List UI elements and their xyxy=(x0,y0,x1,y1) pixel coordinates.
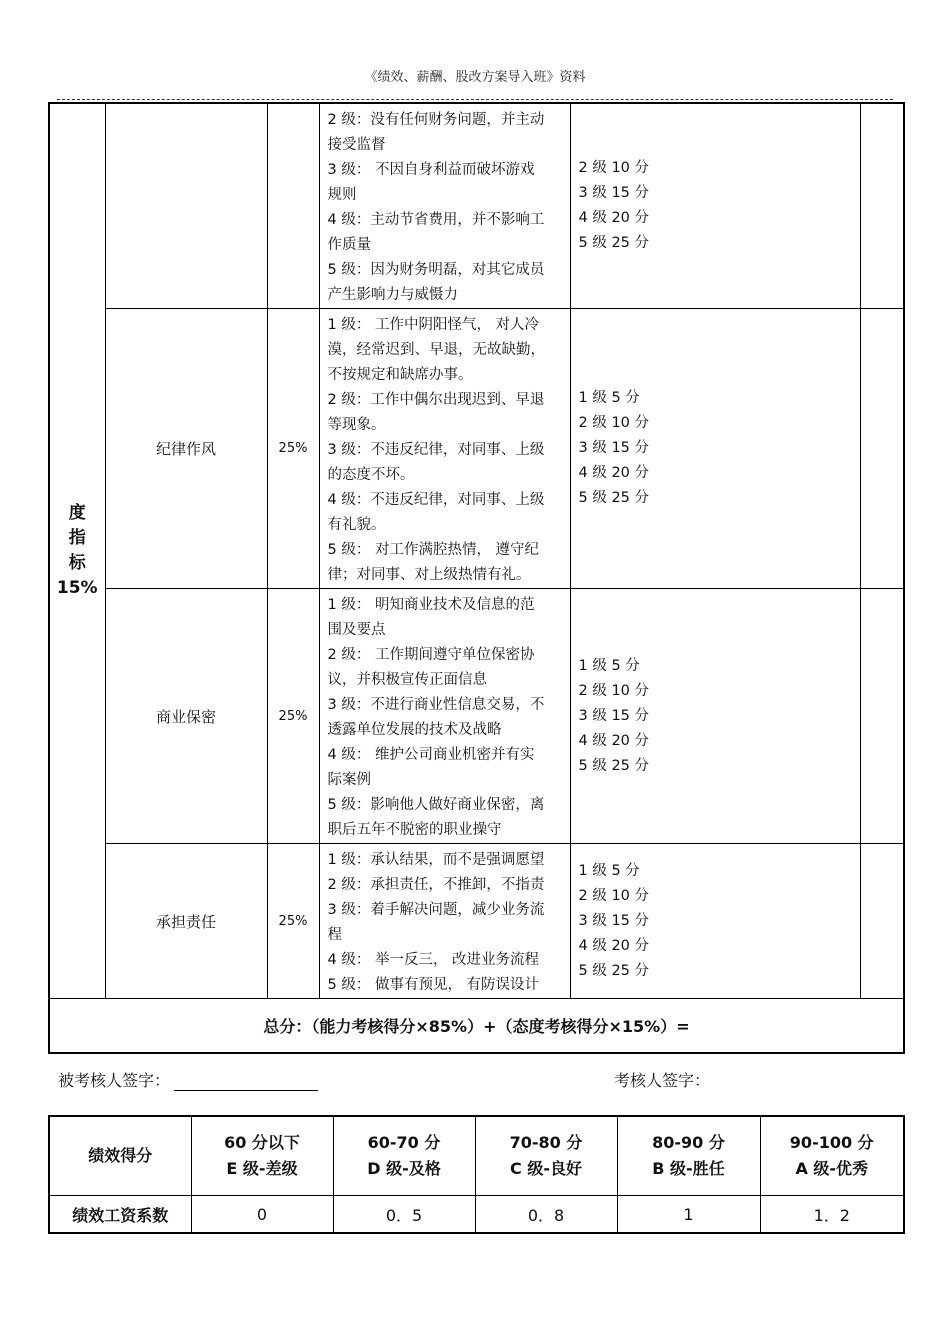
category-line: 指 xyxy=(68,528,86,548)
item-weight: 25% xyxy=(267,309,319,589)
standard-line: 2 级：工作中偶尔出现迟到、早退 xyxy=(327,392,545,408)
category-line: 标 xyxy=(68,553,86,573)
score-line: 2 级 10 分 xyxy=(578,415,650,431)
category-cell xyxy=(49,103,105,999)
assessee-signature xyxy=(58,1068,318,1091)
scores-cell xyxy=(570,103,860,309)
table-row xyxy=(49,103,904,309)
category-line: 度 xyxy=(68,503,86,523)
grade-coefficient-table xyxy=(48,1115,905,1234)
grade-range-cell xyxy=(617,1116,760,1196)
total-row xyxy=(49,999,904,1054)
standard-line: 程 xyxy=(327,927,342,943)
standards-cell xyxy=(319,589,570,844)
standard-line: 漠，经常迟到、早退，无故缺勤， xyxy=(327,342,545,358)
scores-cell xyxy=(570,844,860,999)
grade-level: B 级-胜任 xyxy=(652,1159,725,1178)
standard-line: 3 级：不违反纪律，对同事、上级 xyxy=(327,442,545,458)
score-line: 3 级 15 分 xyxy=(578,912,650,929)
standard-line: 3 级：不进行商业性信息交易，不 xyxy=(327,697,545,713)
coefficient-label: 绩效工资系数 xyxy=(49,1196,191,1234)
grade-range: 60-70 分 xyxy=(367,1133,441,1152)
score-line: 3 级 15 分 xyxy=(578,185,650,201)
coefficient-value: 0．5 xyxy=(333,1196,475,1234)
standard-line: 5 级：因为财务明磊，对其它成员 xyxy=(327,262,545,278)
grade-header-row xyxy=(49,1116,904,1196)
grade-range: 60 分以下 xyxy=(224,1133,300,1152)
item-weight xyxy=(267,103,319,309)
score-line: 2 级 10 分 xyxy=(578,682,650,699)
table-row xyxy=(49,589,904,844)
item-name xyxy=(105,103,267,309)
standard-line: 5 级：影响他人做好商业保密，离 xyxy=(327,797,545,813)
standard-line: 律；对同事、对上级热情有礼。 xyxy=(327,567,531,583)
assessee-signature-label: 被考核人签字： xyxy=(58,1071,171,1090)
table-row xyxy=(49,844,904,999)
grade-level: D 级-及格 xyxy=(367,1159,441,1178)
coefficient-row xyxy=(49,1196,904,1234)
standards-cell xyxy=(319,103,570,309)
grade-range-cell xyxy=(475,1116,617,1196)
score-line: 3 级 15 分 xyxy=(578,707,650,724)
standard-line: 1 级： 明知商业技术及信息的范 xyxy=(327,597,535,613)
standard-line: 的态度不坏。 xyxy=(327,467,415,483)
standard-line: 规则 xyxy=(327,187,357,203)
grade-range: 90-100 分 xyxy=(789,1133,874,1152)
standard-line: 围及要点 xyxy=(327,622,386,638)
score-line: 2 级 10 分 xyxy=(578,887,650,904)
score-line: 4 级 20 分 xyxy=(578,465,650,481)
scores-cell xyxy=(570,589,860,844)
standard-line: 4 级：不违反纪律，对同事、上级 xyxy=(327,492,545,508)
score-line: 5 级 25 分 xyxy=(578,235,650,251)
score-line: 5 级 25 分 xyxy=(578,962,650,979)
standard-line: 不按规定和缺席办事。 xyxy=(327,367,473,383)
assessor-signature-label: 考核人签字： xyxy=(614,1071,711,1090)
coefficient-value: 1 xyxy=(617,1196,760,1234)
standard-line: 有礼貌。 xyxy=(327,517,386,533)
score-line: 1 级 5 分 xyxy=(578,657,640,674)
assessee-signature-line[interactable] xyxy=(174,1072,318,1091)
standard-line: 3 级：着手解决问题，减少业务流 xyxy=(327,902,545,918)
standards-cell xyxy=(319,309,570,589)
empty-cell xyxy=(860,103,904,309)
empty-cell xyxy=(860,844,904,999)
standard-line: 2 级： 工作期间遵守单位保密协 xyxy=(327,647,535,663)
grade-level: E 级-差级 xyxy=(226,1159,298,1178)
standard-line: 3 级： 不因自身利益而破坏游戏 xyxy=(327,162,535,178)
empty-cell xyxy=(860,309,904,589)
coefficient-value: 0 xyxy=(191,1196,333,1234)
scores-cell xyxy=(570,309,860,589)
standard-line: 作质量 xyxy=(327,237,371,253)
score-line: 4 级 20 分 xyxy=(578,210,650,226)
standard-line: 2 级：承担责任，不推卸，不指责 xyxy=(327,877,545,893)
score-line: 1 级 5 分 xyxy=(578,390,640,406)
grade-range: 70-80 分 xyxy=(509,1133,583,1152)
standard-line: 4 级： 举一反三， 改进业务流程 xyxy=(327,952,540,968)
score-line: 5 级 25 分 xyxy=(578,757,650,774)
coefficient-value: 1．2 xyxy=(760,1196,904,1234)
empty-cell xyxy=(860,589,904,844)
grade-level: C 级-良好 xyxy=(510,1159,582,1178)
score-line: 4 级 20 分 xyxy=(578,937,650,954)
standard-line: 等现象。 xyxy=(327,417,386,433)
score-line: 1 级 5 分 xyxy=(578,862,640,879)
standard-line: 2 级：没有任何财务问题，并主动 xyxy=(327,112,545,128)
score-line: 3 级 15 分 xyxy=(578,440,650,456)
grade-range-cell xyxy=(760,1116,904,1196)
standards-cell xyxy=(319,844,570,999)
performance-score-label: 绩效得分 xyxy=(49,1116,191,1196)
item-name: 商业保密 xyxy=(105,589,267,844)
table-row xyxy=(49,309,904,589)
page-header: 《绩效、薪酬、股改方案导入班》资料 xyxy=(364,70,586,85)
grade-range-cell xyxy=(333,1116,475,1196)
score-line: 5 级 25 分 xyxy=(578,490,650,506)
item-weight: 25% xyxy=(267,844,319,999)
score-line: 2 级 10 分 xyxy=(578,160,650,176)
standard-line: 职后五年不脱密的职业操守 xyxy=(327,822,502,838)
standard-line: 1 级：承认结果，而不是强调愿望 xyxy=(327,852,545,868)
standard-line: 际案例 xyxy=(327,772,371,788)
standard-line: 5 级： 对工作满腔热情， 遵守纪 xyxy=(327,542,540,558)
grade-level: A 级-优秀 xyxy=(795,1159,869,1178)
item-name: 纪律作风 xyxy=(105,309,267,589)
score-line: 4 级 20 分 xyxy=(578,732,650,749)
coefficient-value: 0．8 xyxy=(475,1196,617,1234)
standard-line: 产生影响力与威慑力 xyxy=(327,287,458,303)
header-divider xyxy=(57,99,893,100)
grade-range: 80-90 分 xyxy=(652,1133,725,1152)
standard-line: 透露单位发展的技术及战略 xyxy=(327,722,502,738)
standard-line: 接受监督 xyxy=(327,137,386,153)
grade-range-cell xyxy=(191,1116,333,1196)
total-score-formula: 总分：（能力考核得分×85%）+（态度考核得分×15%）= xyxy=(49,999,904,1054)
item-weight: 25% xyxy=(267,589,319,844)
standard-line: 1 级： 工作中阴阳怪气， 对人冷 xyxy=(327,317,540,333)
standard-line: 4 级：主动节省费用，并不影响工 xyxy=(327,212,545,228)
item-name: 承担责任 xyxy=(105,844,267,999)
standard-line: 5 级： 做事有预见， 有防误设计 xyxy=(327,977,540,993)
standard-line: 议，并积极宣传正面信息 xyxy=(327,672,487,688)
attitude-indicator-table xyxy=(48,102,905,1054)
category-weight: 15% xyxy=(56,578,98,598)
standard-line: 4 级： 维护公司商业机密并有实 xyxy=(327,747,535,763)
